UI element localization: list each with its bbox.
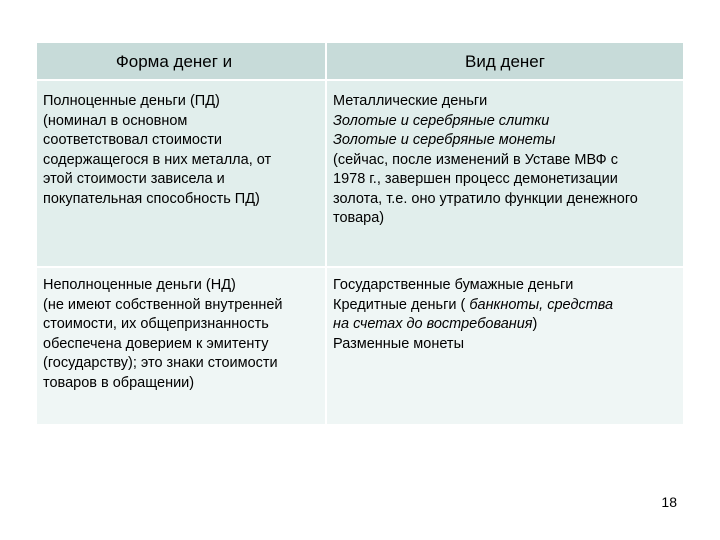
cell-line: золота, т.е. оно утратило функции денежного — [333, 190, 638, 207]
full-value-money-cell — [37, 81, 327, 268]
cell-text: ) — [532, 316, 538, 332]
header-cell-form: Форма денег и — [37, 43, 327, 81]
cell-line — [333, 296, 677, 316]
cell-line: содержащегося в них металла, от — [43, 151, 272, 168]
cell-line-italic: Золотые и серебряные монеты — [333, 132, 556, 148]
metal-money-cell — [327, 81, 683, 268]
cell-text-italic: на счетах до востребования — [333, 316, 533, 332]
cell-line: соответствовал стоимости — [43, 132, 222, 148]
cell-line: Неполноценные деньги (НД) — [43, 277, 236, 293]
cell-line: Разменные монеты — [333, 335, 464, 352]
cell-text-italic: банкноты, средства — [469, 296, 614, 313]
cell-line: (не имеют собственной внутренней — [43, 296, 283, 313]
cell-line: стоимости, их общепризнанность — [43, 316, 269, 332]
paper-money-cell — [327, 268, 683, 426]
cell-line: товаров в обращении) — [43, 374, 195, 391]
header-cell-type: Вид денег — [327, 43, 683, 81]
cell-line: покупательная способность ПД) — [43, 190, 260, 207]
cell-line: (государству); это знаки стоимости — [43, 355, 278, 371]
cell-line: Металлические деньги — [333, 93, 488, 109]
cell-line: Полноценные деньги (ПД) — [43, 93, 220, 109]
table-row — [37, 81, 683, 268]
cell-line: Государственные бумажные деньги — [333, 277, 574, 293]
cell-line — [333, 315, 677, 335]
table-row — [37, 268, 683, 426]
cell-line: (сейчас, после изменений в Уставе МВФ с — [333, 151, 618, 168]
money-forms-table — [37, 43, 683, 426]
page-number: 18 — [661, 494, 677, 510]
cell-line: товара) — [333, 210, 385, 226]
cell-line-italic: Золотые и серебряные слитки — [333, 112, 550, 129]
table-header-row — [37, 43, 683, 81]
cell-text: Кредитные деньги ( — [333, 296, 466, 313]
partial-value-money-cell — [37, 268, 327, 426]
cell-line: 1978 г., завершен процесс демонетизации — [333, 171, 618, 187]
cell-line: (номинал в основном — [43, 112, 188, 129]
cell-line: этой стоимости зависела и — [43, 171, 225, 187]
cell-line: обеспечена доверием к эмитенту — [43, 335, 269, 352]
